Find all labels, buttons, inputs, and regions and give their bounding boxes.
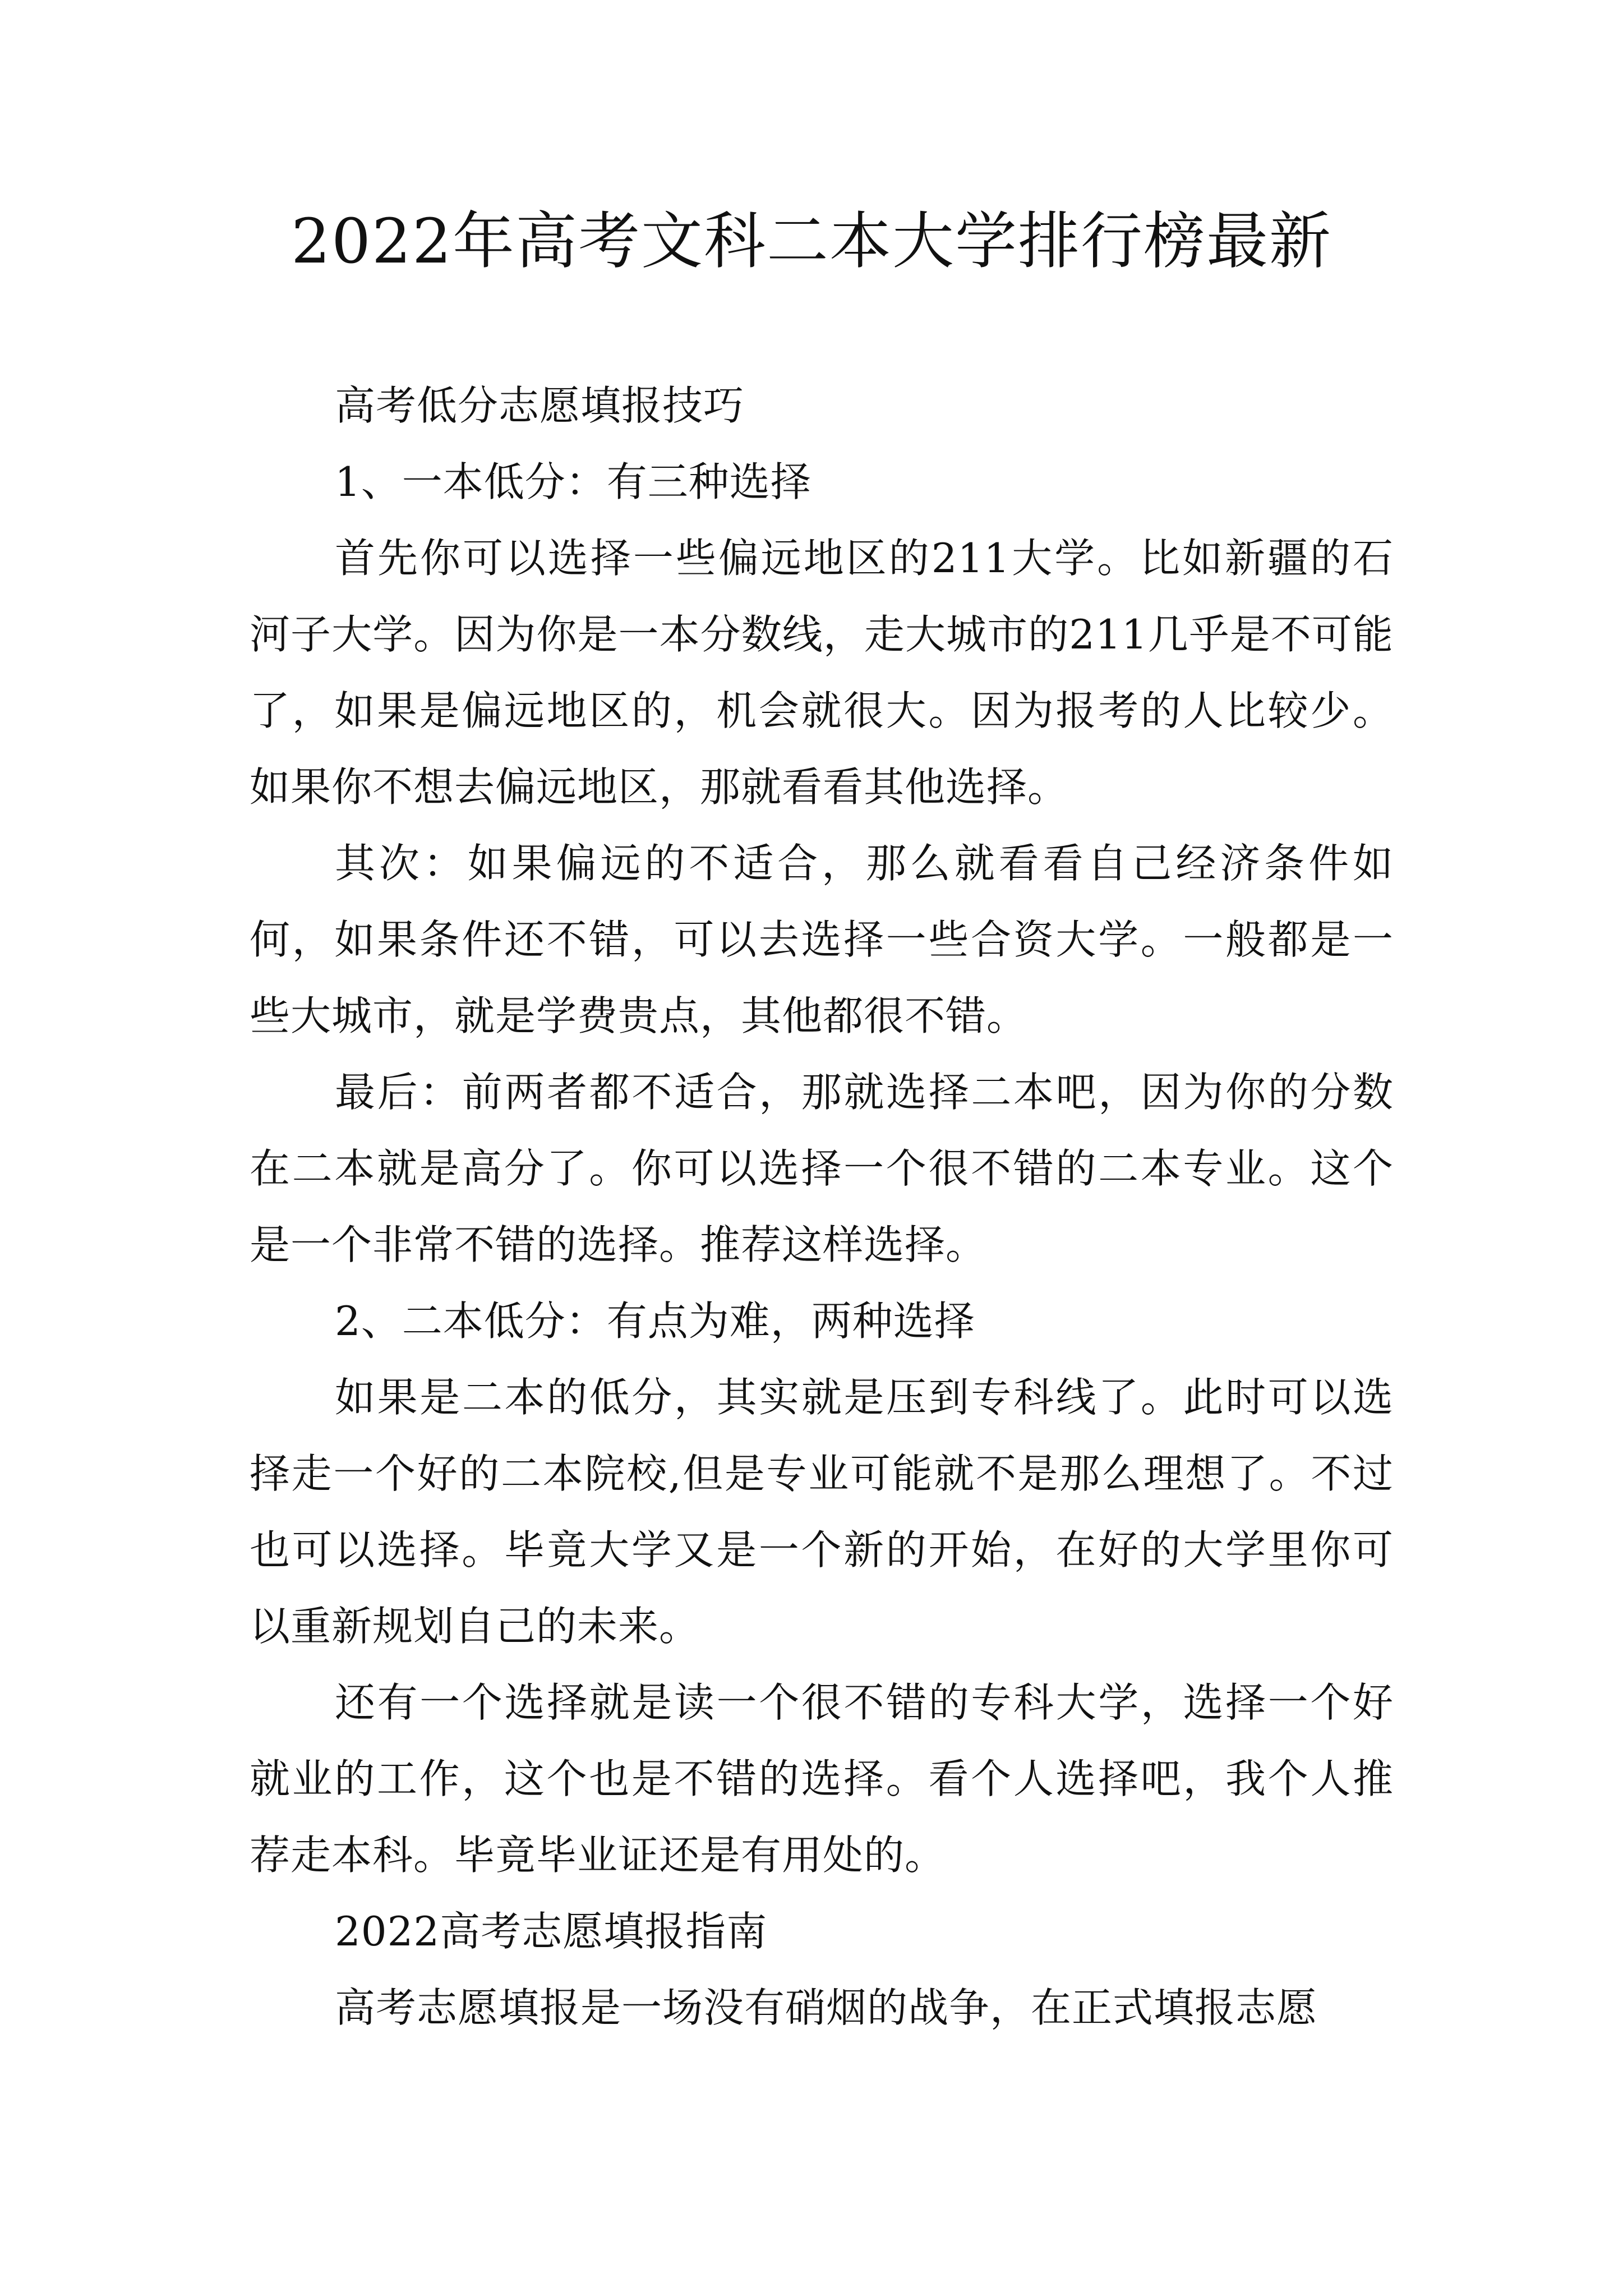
paragraph-second-option: 其次：如果偏远的不适合，那么就看看自己经济条件如何，如果条件还不错，可以去选择一些合资大学。一般都是一些大城市，就是学费贵点，其他都很不错。 [250,840,1394,1039]
paragraph-tier2-option-one: 如果是二本的低分，其实就是压到专科线了。此时可以选择走一个好的二本院校,但是专业可能就不是那么理想了。不过也可以选择。毕竟大学又是一个新的开始，在好的大学里你可以重新规划自己的未来。 [250,1374,1394,1650]
paragraph-last-option: 最后：前两者都不适合，那就选择二本吧，因为你的分数在二本就是高分了。你可以选择一个很不错的二本专业。这个是一个非常不错的选择。推荐这样选择。 [250,1069,1394,1268]
paragraph-guide-intro: 高考志愿填报是一场没有硝烟的战争，在正式填报志愿 [335,1984,1318,2031]
document-title: 2022年高考文科二本大学排行榜最新 [291,205,1332,277]
subheading-tier1-low-score: 1、一本低分：有三种选择 [335,458,811,505]
section-heading-guide: 2022高考志愿填报指南 [335,1908,768,1955]
section-heading-low-score-tips: 高考低分志愿填报技巧 [335,382,745,429]
paragraph-first-option: 首先你可以选择一些偏远地区的211大学。比如新疆的石河子大学。因为你是一本分数线，走大城市的211几乎是不可能了，如果是偏远地区的，机会就很大。因为报考的人比较少。如果你不想去偏远地区，那就看看其他选择。 [250,535,1394,811]
document-body [250,367,1394,2046]
paragraph-tier2-option-two: 还有一个选择就是读一个很不错的专科大学，选择一个好就业的工作，这个也是不错的选择。看个人选择吧，我个人推荐走本科。毕竟毕业证还是有用处的。 [250,1679,1394,1879]
subheading-tier2-low-score: 2、二本低分：有点为难，两种选择 [335,1297,975,1345]
